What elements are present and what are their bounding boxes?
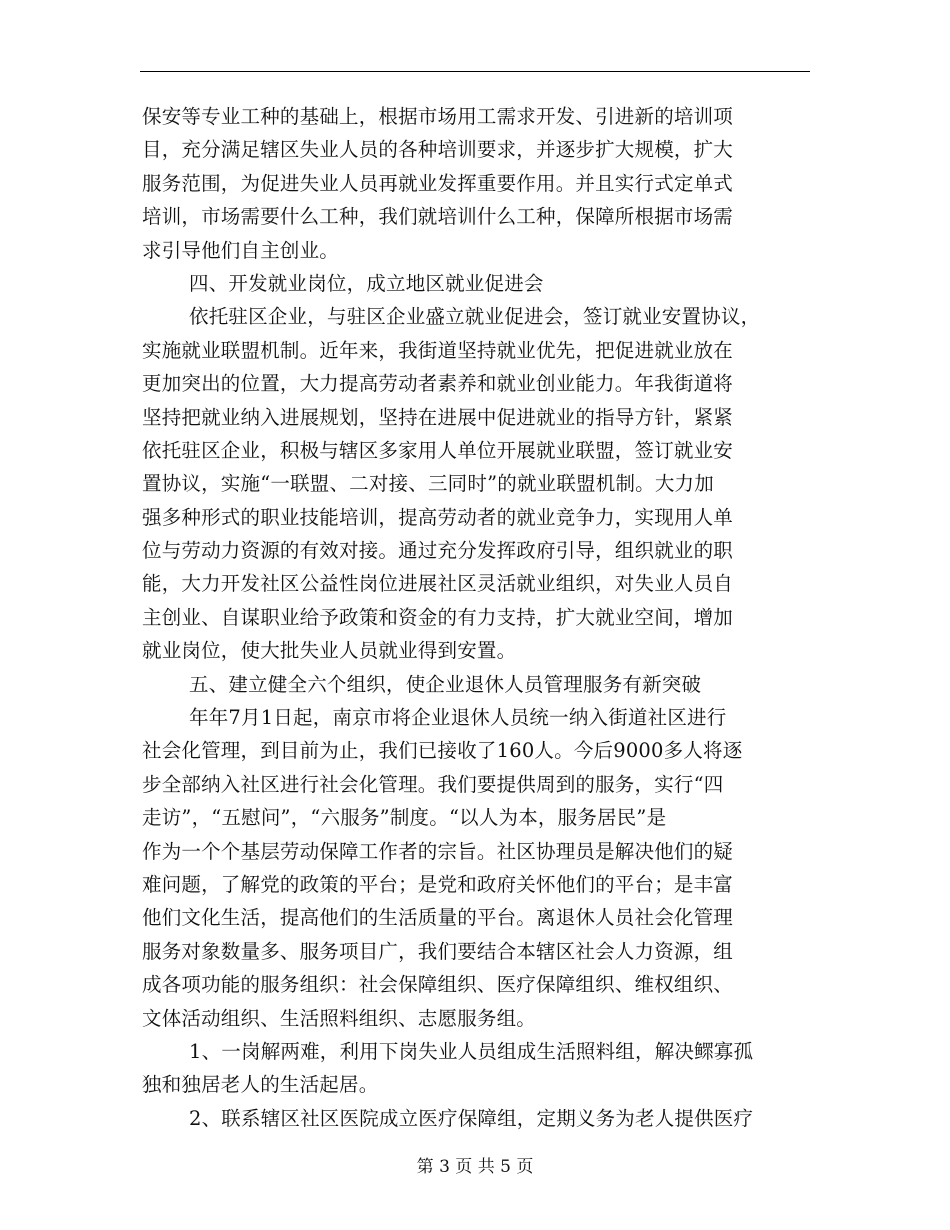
text-line: 难问题，了解党的政策的平台；是党和政府关怀他们的平台；是丰富 — [142, 872, 734, 896]
text-line: 五、建立健全六个组织，使企业退休人员管理服务有新突破 — [189, 672, 702, 696]
text-line: 社会化管理，到目前为止，我们已接收了160人。今后9000多人将逐 — [142, 739, 743, 763]
text-line: 能，大力开发社区公益性岗位进展社区灵活就业组织，对失业人员自 — [142, 572, 734, 596]
text-line: 作为一个个基层劳动保障工作者的宗旨。社区协理员是解决他们的疑 — [142, 839, 734, 863]
text-line: 文体活动组织、生活照料组织、志愿服务组。 — [142, 1006, 537, 1030]
text-line: 就业岗位，使大批失业人员就业得到安置。 — [142, 639, 517, 663]
page-footer: 第 3 页 共 5 页 — [416, 1157, 534, 1177]
text-line: 实施就业联盟机制。近年来，我街道坚持就业优先，把促进就业放在 — [142, 338, 734, 362]
text-line: 目，充分满足辖区失业人员的各种培训要求，并逐步扩大规模，扩大 — [142, 138, 734, 162]
text-line: 依托驻区企业，与驻区企业盛立就业促进会，签订就业安置协议， — [189, 305, 761, 329]
text-line: 服务范围，为促进失业人员再就业发挥重要作用。并且实行式定单式 — [142, 171, 734, 195]
text-line: 步全部纳入社区进行社会化管理。我们要提供周到的服务，实行“四 — [142, 772, 724, 796]
text-line: 年年7月1日起，南京市将企业退休人员统一纳入街道社区进行 — [189, 706, 727, 730]
text-line: 置协议，实施“一联盟、二对接、三同时”的就业联盟机制。大力加 — [142, 472, 714, 496]
text-line: 他们文化生活，提高他们的生活质量的平台。离退休人员社会化管理 — [142, 906, 734, 930]
text-line: 强多种形式的职业技能培训，提高劳动者的就业竞争力，实现用人单 — [142, 505, 734, 529]
header-rule — [140, 71, 810, 72]
text-line: 保安等专业工种的基础上，根据市场用工需求开发、引进新的培训项 — [142, 105, 734, 128]
text-line: 四、开发就业岗位，成立地区就业促进会 — [189, 271, 544, 295]
text-line: 主创业、自谋职业给予政策和资金的有力支持，扩大就业空间，增加 — [142, 605, 734, 629]
text-line: 独和独居老人的生活起居。 — [142, 1073, 379, 1097]
text-line: 2、联系辖区社区医院成立医疗保障组，定期义务为老人提供医疗 — [189, 1106, 754, 1130]
text-line: 培训，市场需要什么工种，我们就培训什么工种，保障所根据市场需 — [142, 205, 734, 229]
text-line: 求引导他们自主创业。 — [142, 238, 340, 262]
text-line: 走访”，“五慰问”，“六服务”制度。“以人为本，服务居民”是 — [142, 806, 667, 830]
text-line: 依托驻区企业，积极与辖区多家用人单位开展就业联盟，签订就业安 — [142, 438, 734, 462]
text-line: 成各项功能的服务组织：社会保障组织、医疗保障组织、维权组织、 — [142, 973, 734, 997]
text-line: 1、一岗解两难，利用下岗失业人员组成生活照料组，解决鳏寡孤 — [189, 1039, 754, 1063]
text-line: 服务对象数量多、服务项目广，我们要结合本辖区社会人力资源，组 — [142, 939, 734, 963]
text-line: 位与劳动力资源的有效对接。通过充分发挥政府引导，组织就业的职 — [142, 539, 734, 563]
text-line: 坚持把就业纳入进展规划，坚持在进展中促进就业的指导方针，紧紧 — [142, 405, 734, 429]
text-line: 更加突出的位置，大力提高劳动者素养和就业创业能力。年我街道将 — [142, 372, 734, 396]
document-body — [142, 100, 822, 1135]
